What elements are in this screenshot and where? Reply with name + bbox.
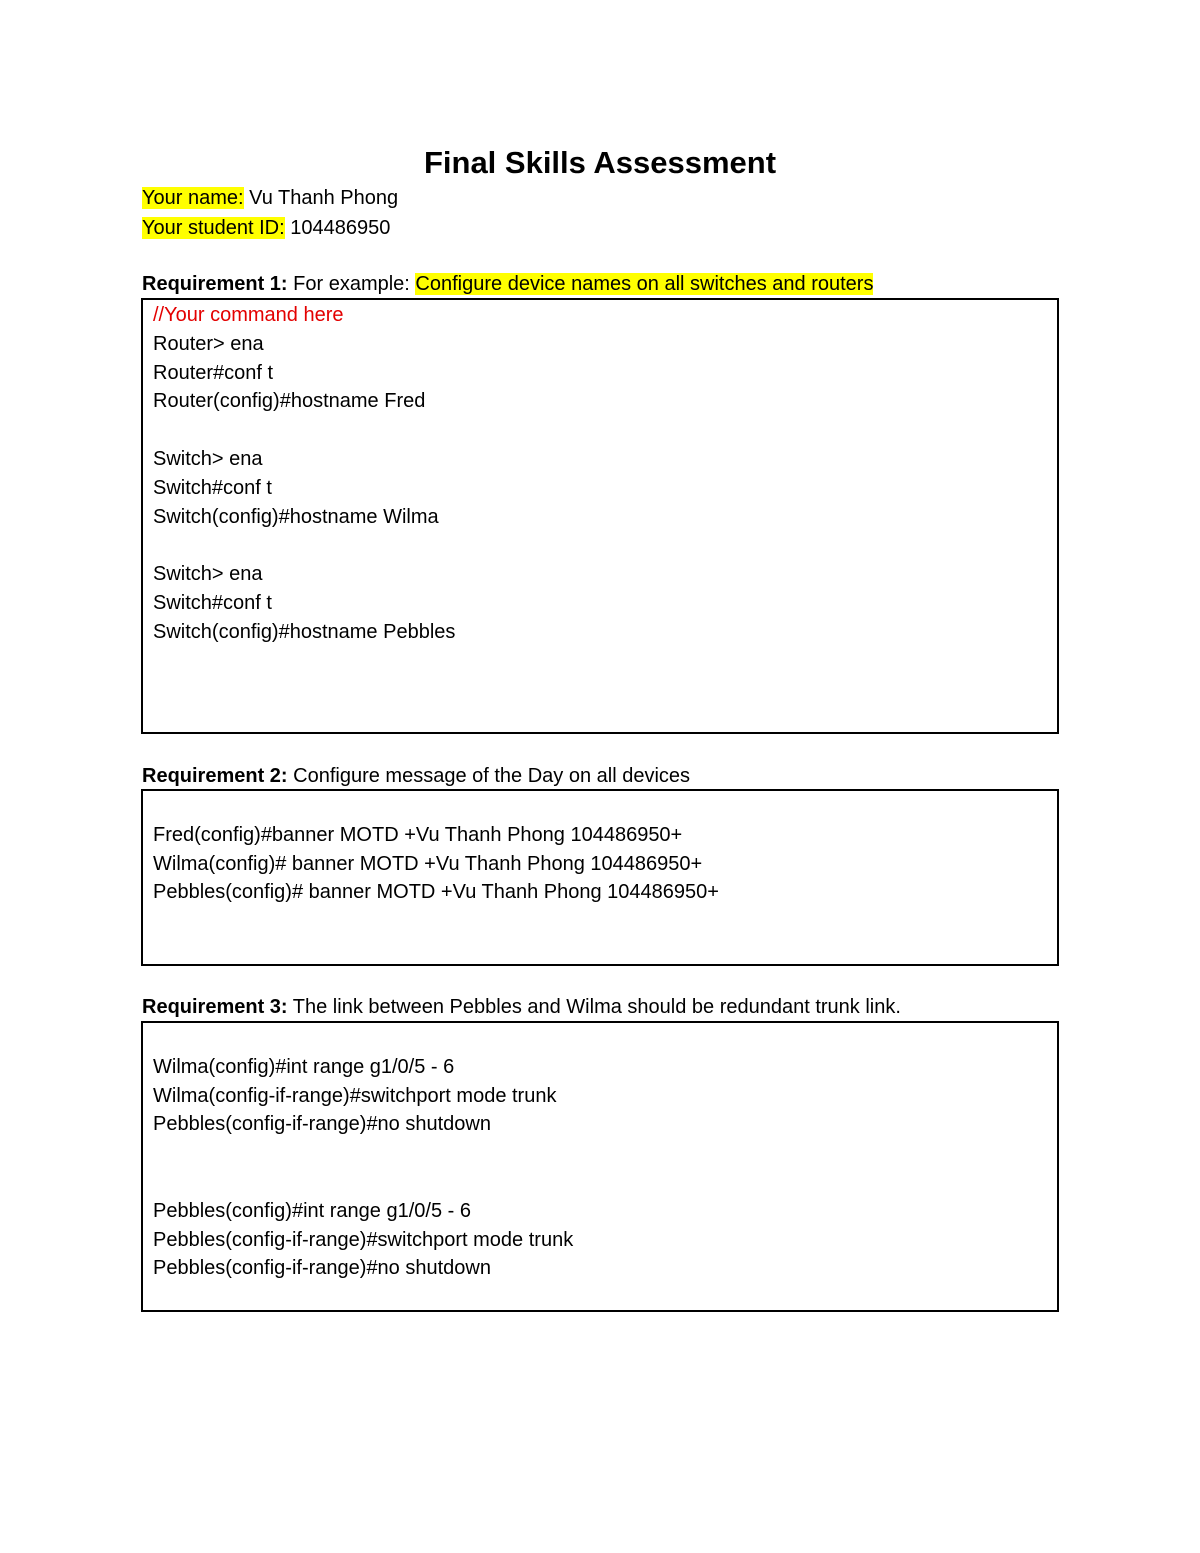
student-id-value: 104486950 (284, 217, 391, 239)
command-line (153, 416, 455, 445)
page-title: Final Skills Assessment (423, 145, 777, 180)
command-line: Pebbles(config)# banner MOTD +Vu Thanh Phong 104486950+ (153, 881, 719, 904)
requirement-2-answer-box (141, 789, 1059, 966)
command-line (153, 1168, 573, 1197)
command-line: Fred(config)#banner MOTD +Vu Thanh Phong 104486950+ (153, 823, 683, 846)
command-line: //Your command here (153, 304, 344, 326)
requirement-3-label: Requirement 3: (142, 996, 288, 1018)
command-line (153, 1139, 573, 1168)
student-id-label: Your student ID: (142, 217, 285, 239)
command-line: Switch#conf t (153, 476, 272, 499)
requirement-2-text: Configure message of the Day on all devices (287, 765, 691, 787)
command-line: Router(config)#hostname Fred (153, 390, 426, 413)
command-line: Router> ena (153, 332, 264, 355)
requirement-3-text: The link between Pebbles and Wilma should be redundant trunk link. (287, 996, 901, 1018)
command-line: Pebbles(config-if-range)#no shutdown (153, 1257, 491, 1280)
requirement-3-heading (142, 994, 901, 1020)
requirement-2-label: Requirement 2: (142, 765, 288, 787)
command-line: Switch(config)#hostname Wilma (153, 505, 439, 528)
student-name-label: Your name: (142, 187, 244, 209)
command-line (153, 792, 719, 821)
command-line: Wilma(config)# banner MOTD +Vu Thanh Phong 104486950+ (153, 852, 703, 875)
command-line: Switch> ena (153, 563, 263, 586)
student-name-value: Vu Thanh Phong (243, 187, 399, 209)
command-line: Switch#conf t (153, 591, 272, 614)
requirement-3-command-list (153, 1024, 573, 1283)
command-line: Wilma(config-if-range)#switchport mode trunk (153, 1084, 557, 1107)
command-line: Router#conf t (153, 361, 274, 384)
student-name-line (142, 185, 398, 211)
command-line: Wilma(config)#int range g1/0/5 - 6 (153, 1055, 455, 1078)
student-id-line (142, 215, 390, 241)
requirement-1-command-list (153, 301, 455, 647)
command-line: Switch(config)#hostname Pebbles (153, 620, 456, 643)
requirement-2-command-list (153, 792, 719, 907)
command-line: Pebbles(config-if-range)#switchport mode trunk (153, 1228, 574, 1251)
requirement-1-answer-box (141, 298, 1059, 734)
command-line (153, 531, 455, 560)
requirement-2-heading (142, 763, 690, 789)
requirement-3-answer-box (141, 1021, 1059, 1312)
requirement-1-prefix: For example: (287, 273, 416, 295)
command-line: Switch> ena (153, 447, 263, 470)
requirement-1-heading (142, 271, 873, 297)
command-line (153, 1024, 573, 1053)
requirement-1-label: Requirement 1: (142, 273, 288, 295)
command-line: Pebbles(config)#int range g1/0/5 - 6 (153, 1199, 471, 1222)
command-line: Pebbles(config-if-range)#no shutdown (153, 1113, 491, 1136)
requirement-1-text: Configure device names on all switches and routers (415, 273, 874, 295)
